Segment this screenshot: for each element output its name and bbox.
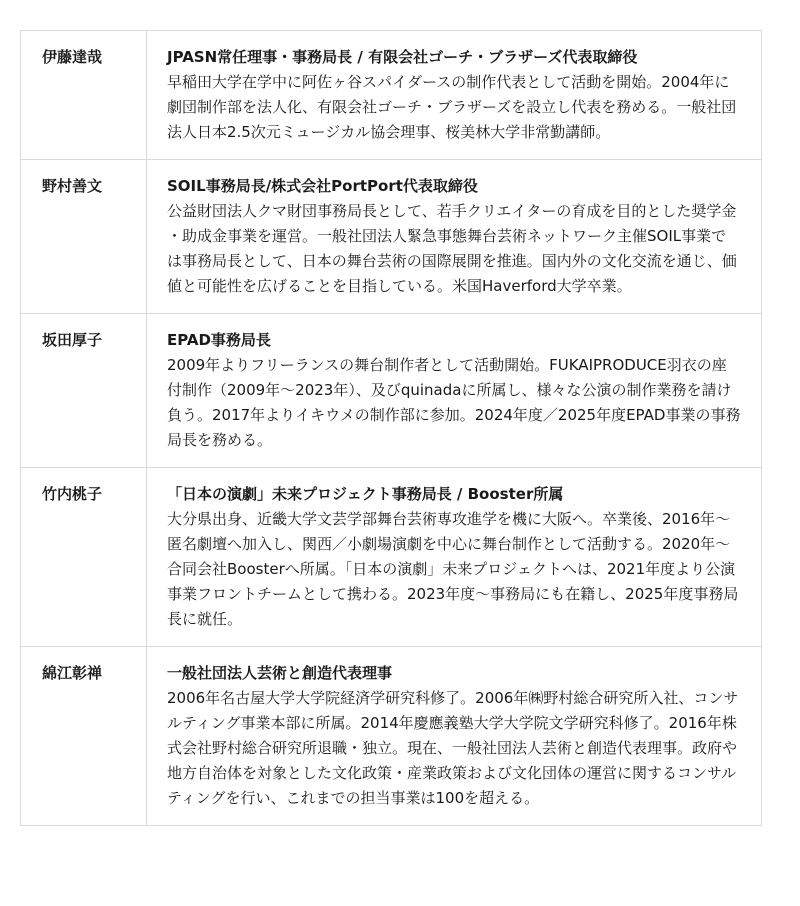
role-title: JPASN常任理事・事務局長 / 有限会社ゴーチ・ブラザーズ代表取締役 [167,48,638,66]
person-name: 竹内桃子 [21,468,147,647]
person-name: 坂田厚子 [21,314,147,468]
bio-text: 大分県出身、近畿大学文芸学部舞台芸術専攻進学を機に大阪へ。卒業後、2016年〜匿名劇壇へ加入し、関西／小劇場演劇を中心に舞台制作として活動する。2020年〜合同会社Boosterへ所属。「日本の演劇」未来プロジェクトへは、2021年度より公演事業フロントチームとして携わる。2023年度〜事務局にも在籍し、2025年度事務局長に就任。 [167,510,739,628]
person-name: 野村善文 [21,160,147,314]
table-row [21,160,762,314]
bio-cell [147,31,762,160]
bio-cell [147,314,762,468]
bio-cell [147,468,762,647]
bio-text: 2006年名古屋大学大学院経済学研究科修了。2006年㈱野村総合研究所入社、コンサルティング事業本部に所属。2014年慶應義塾大学大学院文学研究科修了。2016年株式会社野村総合研究所退職・独立。現在、一般社団法人芸術と創造代表理事。政府や地方自治体を対象とした文化政策・産業政策および文化団体の運営に関するコンサルティングを行い、これまでの担当事業は100を超える。 [167,689,739,807]
role-title: EPAD事務局長 [167,331,271,349]
bio-cell [147,160,762,314]
role-title: SOIL事務局長/株式会社PortPort代表取締役 [167,177,478,195]
table-row [21,647,762,826]
person-name: 伊藤達哉 [21,31,147,160]
bio-text: 2009年よりフリーランスの舞台制作者として活動開始。FUKAIPRODUCE羽衣の座付制作（2009年〜2023年）、及びquinadaに所属し、様々な公演の制作業務を請け負う。2017年よりイキウメの制作部に参加。2024年度／2025年度EPAD事業の事務局長を務める。 [167,356,741,449]
bio-cell [147,647,762,826]
role-title: 「日本の演劇」未来プロジェクト事務局長 / Booster所属 [167,485,564,503]
person-name: 綿江彰禅 [21,647,147,826]
table-row [21,468,762,647]
profile-table [20,30,762,826]
table-row [21,31,762,160]
bio-text: 早稲田大学在学中に阿佐ヶ谷スパイダースの制作代表として活動を開始。2004年に劇団制作部を法人化、有限会社ゴーチ・ブラザーズを設立し代表を務める。一般社団法人日本2.5次元ミュージカル協会理事、桜美林大学非常勤講師。 [167,73,737,141]
table-row [21,314,762,468]
role-title: 一般社団法人芸術と創造代表理事 [167,664,393,682]
bio-text: 公益財団法人クマ財団事務局長として、若手クリエイターの育成を目的とした奨学金・助成金事業を運営。一般社団法人緊急事態舞台芸術ネットワーク主催SOIL事業では事務局長として、日本の舞台芸術の国際展開を推進。国内外の文化交流を通じ、価値と可能性を広げることを目指している。米国Haverford大学卒業。 [167,202,737,295]
